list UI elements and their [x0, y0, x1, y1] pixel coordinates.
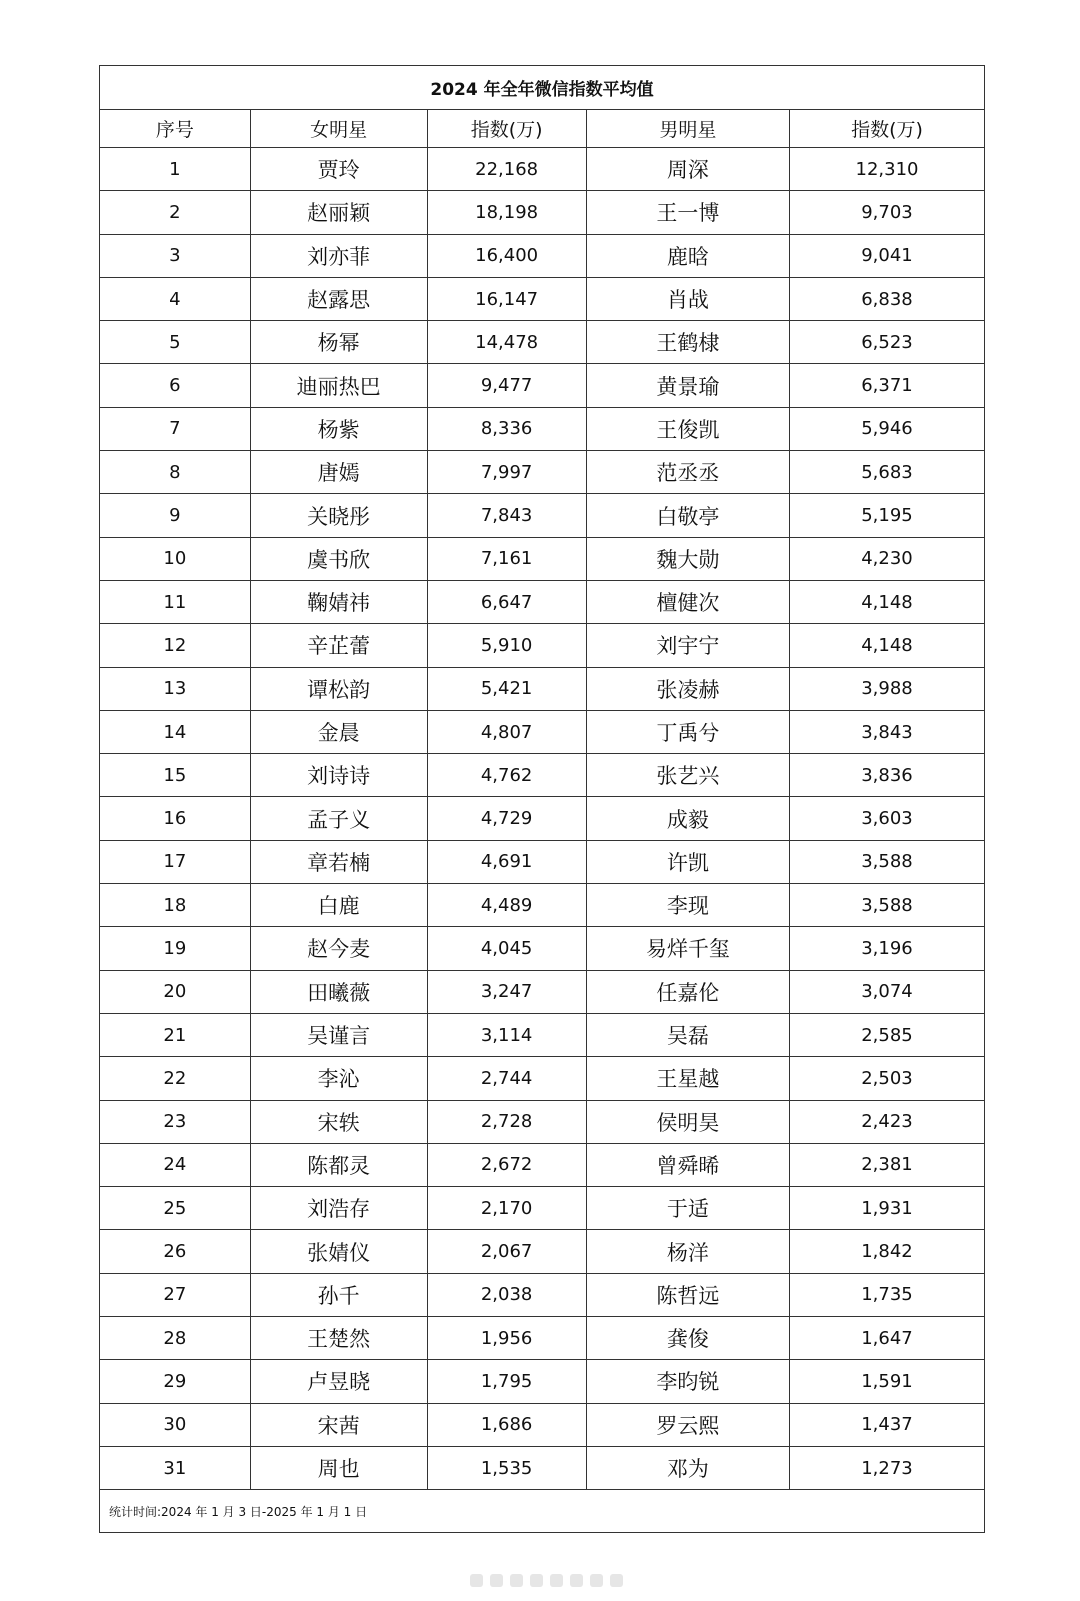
actress-index-cell: 4,489 [427, 884, 586, 927]
table-row [100, 754, 984, 797]
actress-name-cell: 田曦薇 [250, 970, 427, 1013]
actor-index-cell: 1,437 [789, 1403, 984, 1446]
actor-name-cell: 龚俊 [586, 1317, 789, 1360]
actor-index-cell: 1,273 [789, 1446, 984, 1489]
actress-name-cell: 刘诗诗 [250, 754, 427, 797]
actress-index-cell: 4,729 [427, 797, 586, 840]
actress-index-cell: 2,728 [427, 1100, 586, 1143]
actor-index-cell: 2,381 [789, 1143, 984, 1186]
rank-cell: 30 [100, 1403, 250, 1446]
actor-name-cell: 范丞丞 [586, 451, 789, 494]
actress-index-cell: 9,477 [427, 364, 586, 407]
actress-name-cell: 杨紫 [250, 407, 427, 450]
actor-index-cell: 6,838 [789, 277, 984, 320]
index-table-sheet [99, 65, 985, 1533]
actor-name-cell: 刘宇宁 [586, 624, 789, 667]
actor-name-cell: 吴磊 [586, 1013, 789, 1056]
rank-cell: 17 [100, 840, 250, 883]
actor-name-cell: 侯明昊 [586, 1100, 789, 1143]
actress-name-cell: 唐嫣 [250, 451, 427, 494]
actor-name-cell: 鹿晗 [586, 234, 789, 277]
actress-name-cell: 王楚然 [250, 1317, 427, 1360]
actress-name-cell: 鞠婧祎 [250, 580, 427, 623]
rank-cell: 2 [100, 191, 250, 234]
actor-index-cell: 1,647 [789, 1317, 984, 1360]
actor-name-cell: 罗云熙 [586, 1403, 789, 1446]
actor-index-cell: 12,310 [789, 148, 984, 191]
actor-name-cell: 成毅 [586, 797, 789, 840]
actress-name-cell: 卢昱晓 [250, 1360, 427, 1403]
actress-index-cell: 3,114 [427, 1013, 586, 1056]
actor-index-cell: 1,735 [789, 1273, 984, 1316]
actress-index-cell: 3,247 [427, 970, 586, 1013]
header-actor: 男明星 [586, 110, 789, 148]
actor-name-cell: 王一博 [586, 191, 789, 234]
actor-index-cell: 1,931 [789, 1187, 984, 1230]
actor-name-cell: 李昀锐 [586, 1360, 789, 1403]
watermark-dot [470, 1574, 483, 1587]
actress-name-cell: 张婧仪 [250, 1230, 427, 1273]
rank-cell: 26 [100, 1230, 250, 1273]
actor-index-cell: 1,842 [789, 1230, 984, 1273]
table-row [100, 1360, 984, 1403]
table-row [100, 580, 984, 623]
header-actress: 女明星 [250, 110, 427, 148]
actress-name-cell: 孙千 [250, 1273, 427, 1316]
table-row [100, 1230, 984, 1273]
table-row [100, 1100, 984, 1143]
rank-cell: 22 [100, 1057, 250, 1100]
actor-index-cell: 5,195 [789, 494, 984, 537]
actress-name-cell: 吴谨言 [250, 1013, 427, 1056]
actress-index-cell: 4,807 [427, 710, 586, 753]
actress-index-cell: 2,038 [427, 1273, 586, 1316]
actress-name-cell: 杨幂 [250, 321, 427, 364]
actress-name-cell: 刘浩存 [250, 1187, 427, 1230]
rank-cell: 28 [100, 1317, 250, 1360]
table-row [100, 1187, 984, 1230]
actress-name-cell: 金晨 [250, 710, 427, 753]
actress-index-cell: 22,168 [427, 148, 586, 191]
actor-name-cell: 黄景瑜 [586, 364, 789, 407]
actress-name-cell: 虞书欣 [250, 537, 427, 580]
actress-index-cell: 2,067 [427, 1230, 586, 1273]
table-row [100, 1446, 984, 1489]
statistics-period: 统计时间:2024 年 1 月 3 日-2025 年 1 月 1 日 [100, 1490, 984, 1533]
rank-cell: 7 [100, 407, 250, 450]
table-row [100, 1273, 984, 1316]
actor-index-cell: 3,843 [789, 710, 984, 753]
wechat-index-table [100, 66, 984, 1532]
rank-cell: 5 [100, 321, 250, 364]
header-actor-index: 指数(万) [789, 110, 984, 148]
actress-index-cell: 6,647 [427, 580, 586, 623]
actress-name-cell: 赵丽颖 [250, 191, 427, 234]
actor-name-cell: 王星越 [586, 1057, 789, 1100]
actress-index-cell: 8,336 [427, 407, 586, 450]
table-row [100, 1143, 984, 1186]
actor-name-cell: 肖战 [586, 277, 789, 320]
actress-index-cell: 1,686 [427, 1403, 586, 1446]
actress-name-cell: 迪丽热巴 [250, 364, 427, 407]
actor-index-cell: 3,196 [789, 927, 984, 970]
rank-cell: 19 [100, 927, 250, 970]
actress-index-cell: 1,535 [427, 1446, 586, 1489]
table-row [100, 1403, 984, 1446]
actor-name-cell: 杨洋 [586, 1230, 789, 1273]
actor-index-cell: 3,836 [789, 754, 984, 797]
actor-index-cell: 3,988 [789, 667, 984, 710]
table-row [100, 1013, 984, 1056]
actress-index-cell: 2,170 [427, 1187, 586, 1230]
actor-name-cell: 易烊千玺 [586, 927, 789, 970]
table-row [100, 277, 984, 320]
table-row [100, 537, 984, 580]
table-row [100, 927, 984, 970]
table-row [100, 148, 984, 191]
table-row [100, 840, 984, 883]
table-row [100, 364, 984, 407]
rank-cell: 31 [100, 1446, 250, 1489]
actress-index-cell: 4,045 [427, 927, 586, 970]
actress-index-cell: 16,400 [427, 234, 586, 277]
rank-cell: 8 [100, 451, 250, 494]
table-footer-row [100, 1490, 984, 1533]
rank-cell: 1 [100, 148, 250, 191]
actress-index-cell: 18,198 [427, 191, 586, 234]
actress-index-cell: 4,691 [427, 840, 586, 883]
table-title: 2024 年全年微信指数平均值 [100, 66, 984, 110]
actor-name-cell: 曾舜晞 [586, 1143, 789, 1186]
rank-cell: 9 [100, 494, 250, 537]
actress-name-cell: 周也 [250, 1446, 427, 1489]
actor-name-cell: 王鹤棣 [586, 321, 789, 364]
actor-index-cell: 6,371 [789, 364, 984, 407]
table-row [100, 970, 984, 1013]
rank-cell: 20 [100, 970, 250, 1013]
actor-name-cell: 邓为 [586, 1446, 789, 1489]
actress-index-cell: 14,478 [427, 321, 586, 364]
rank-cell: 18 [100, 884, 250, 927]
actress-name-cell: 关晓彤 [250, 494, 427, 537]
table-row [100, 321, 984, 364]
actress-name-cell: 孟子义 [250, 797, 427, 840]
rank-cell: 23 [100, 1100, 250, 1143]
actress-name-cell: 刘亦菲 [250, 234, 427, 277]
rank-cell: 21 [100, 1013, 250, 1056]
actress-name-cell: 赵露思 [250, 277, 427, 320]
table-row [100, 1057, 984, 1100]
actress-name-cell: 李沁 [250, 1057, 427, 1100]
actress-index-cell: 7,997 [427, 451, 586, 494]
actor-name-cell: 任嘉伦 [586, 970, 789, 1013]
rank-cell: 14 [100, 710, 250, 753]
rank-cell: 24 [100, 1143, 250, 1186]
actor-index-cell: 3,603 [789, 797, 984, 840]
actress-index-cell: 5,421 [427, 667, 586, 710]
table-row [100, 234, 984, 277]
rank-cell: 12 [100, 624, 250, 667]
actress-index-cell: 4,762 [427, 754, 586, 797]
actress-name-cell: 宋轶 [250, 1100, 427, 1143]
table-row [100, 191, 984, 234]
actress-index-cell: 1,795 [427, 1360, 586, 1403]
rank-cell: 4 [100, 277, 250, 320]
rank-cell: 11 [100, 580, 250, 623]
rank-cell: 16 [100, 797, 250, 840]
actress-index-cell: 16,147 [427, 277, 586, 320]
actress-name-cell: 谭松韵 [250, 667, 427, 710]
table-row [100, 624, 984, 667]
table-title-row [100, 66, 984, 110]
table-row [100, 884, 984, 927]
actor-index-cell: 5,946 [789, 407, 984, 450]
actor-index-cell: 9,703 [789, 191, 984, 234]
table-header-row [100, 110, 984, 148]
actor-index-cell: 4,148 [789, 580, 984, 623]
actor-index-cell: 4,230 [789, 537, 984, 580]
actress-name-cell: 白鹿 [250, 884, 427, 927]
actor-name-cell: 李现 [586, 884, 789, 927]
table-row [100, 494, 984, 537]
rank-cell: 3 [100, 234, 250, 277]
table-row [100, 451, 984, 494]
table-row [100, 667, 984, 710]
rank-cell: 6 [100, 364, 250, 407]
rank-cell: 25 [100, 1187, 250, 1230]
rank-cell: 13 [100, 667, 250, 710]
rank-cell: 29 [100, 1360, 250, 1403]
actor-name-cell: 张凌赫 [586, 667, 789, 710]
actress-name-cell: 贾玲 [250, 148, 427, 191]
actor-name-cell: 白敬亭 [586, 494, 789, 537]
actor-index-cell: 3,588 [789, 840, 984, 883]
actor-index-cell: 2,585 [789, 1013, 984, 1056]
actress-name-cell: 赵今麦 [250, 927, 427, 970]
table-row [100, 1317, 984, 1360]
watermark-dot [570, 1574, 583, 1587]
actor-name-cell: 陈哲远 [586, 1273, 789, 1316]
actress-name-cell: 宋茜 [250, 1403, 427, 1446]
header-actress-index: 指数(万) [427, 110, 586, 148]
actress-name-cell: 辛芷蕾 [250, 624, 427, 667]
actress-index-cell: 7,843 [427, 494, 586, 537]
actor-index-cell: 2,503 [789, 1057, 984, 1100]
actor-index-cell: 9,041 [789, 234, 984, 277]
actor-index-cell: 3,074 [789, 970, 984, 1013]
actor-index-cell: 5,683 [789, 451, 984, 494]
actress-name-cell: 陈都灵 [250, 1143, 427, 1186]
actress-index-cell: 7,161 [427, 537, 586, 580]
table-row [100, 797, 984, 840]
actress-name-cell: 章若楠 [250, 840, 427, 883]
actress-index-cell: 5,910 [427, 624, 586, 667]
actor-index-cell: 3,588 [789, 884, 984, 927]
actor-index-cell: 1,591 [789, 1360, 984, 1403]
actor-name-cell: 魏大勋 [586, 537, 789, 580]
table-row [100, 710, 984, 753]
actor-name-cell: 檀健次 [586, 580, 789, 623]
watermark-dot [530, 1574, 543, 1587]
actor-index-cell: 6,523 [789, 321, 984, 364]
watermark-dot [510, 1574, 523, 1587]
actor-name-cell: 于适 [586, 1187, 789, 1230]
actor-index-cell: 2,423 [789, 1100, 984, 1143]
rank-cell: 10 [100, 537, 250, 580]
actor-name-cell: 丁禹兮 [586, 710, 789, 753]
actor-index-cell: 4,148 [789, 624, 984, 667]
watermark-dots [470, 1574, 623, 1587]
actor-name-cell: 王俊凯 [586, 407, 789, 450]
actor-name-cell: 周深 [586, 148, 789, 191]
actress-index-cell: 2,744 [427, 1057, 586, 1100]
watermark-dot [610, 1574, 623, 1587]
watermark-dot [490, 1574, 503, 1587]
actor-name-cell: 许凯 [586, 840, 789, 883]
actress-index-cell: 2,672 [427, 1143, 586, 1186]
actress-index-cell: 1,956 [427, 1317, 586, 1360]
watermark-dot [550, 1574, 563, 1587]
table-row [100, 407, 984, 450]
watermark-dot [590, 1574, 603, 1587]
header-rank: 序号 [100, 110, 250, 148]
rank-cell: 15 [100, 754, 250, 797]
rank-cell: 27 [100, 1273, 250, 1316]
actor-name-cell: 张艺兴 [586, 754, 789, 797]
